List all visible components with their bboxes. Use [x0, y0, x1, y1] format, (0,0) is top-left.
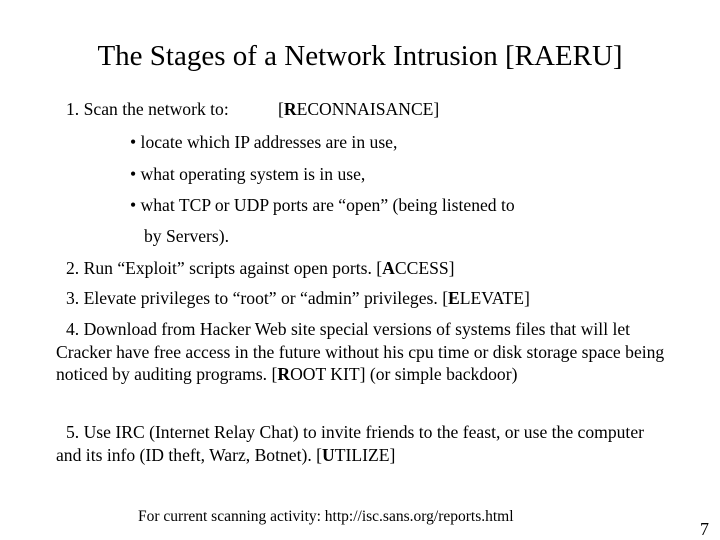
step-2-tag: [ACCESS] [376, 258, 455, 278]
slide-title: The Stages of a Network Intrusion [RAERU] [97, 40, 623, 72]
step-5-tag: [UTILIZE] [316, 444, 396, 465]
bullet-item: • locate which IP addresses are in use, [130, 132, 398, 152]
step-5: 5. Use IRC (Internet Relay Chat) to invite friends to the feast, or use the computer and its info (ID theft, Warz, Botnet). [UTILIZE] [56, 422, 644, 465]
page-number: 7 [700, 519, 709, 539]
step-1-text: 1. Scan the network to: [66, 99, 229, 119]
bullet-item-continuation: by Servers). [144, 226, 230, 246]
step-4-tag: [ROOT KIT] [271, 364, 366, 384]
bullet-item: • what TCP or UDP ports are “open” (being listened to [130, 195, 515, 215]
footer-reference: For current scanning activity: http://isc.sans.org/reports.html [138, 508, 514, 525]
bullet-item: • what operating system is in use, [130, 164, 366, 184]
step-2: 2. Run “Exploit” scripts against open ports. [ACCESS] [66, 258, 455, 278]
step-3-tag: [ELEVATE] [442, 288, 530, 308]
step-4: 4. Download from Hacker Web site special versions of systems files that will let Cracker have free access in the future without his cpu time or disk storage space being noticed by auditing programs. [ROOT KIT] (or simple backdoor) [56, 319, 665, 384]
step-1-tag: [RECONNAISANCE] [278, 99, 440, 119]
step-1 [66, 98, 440, 120]
step-3: 3. Elevate privileges to “root” or “admin” privileges. [ELEVATE] [66, 288, 530, 308]
